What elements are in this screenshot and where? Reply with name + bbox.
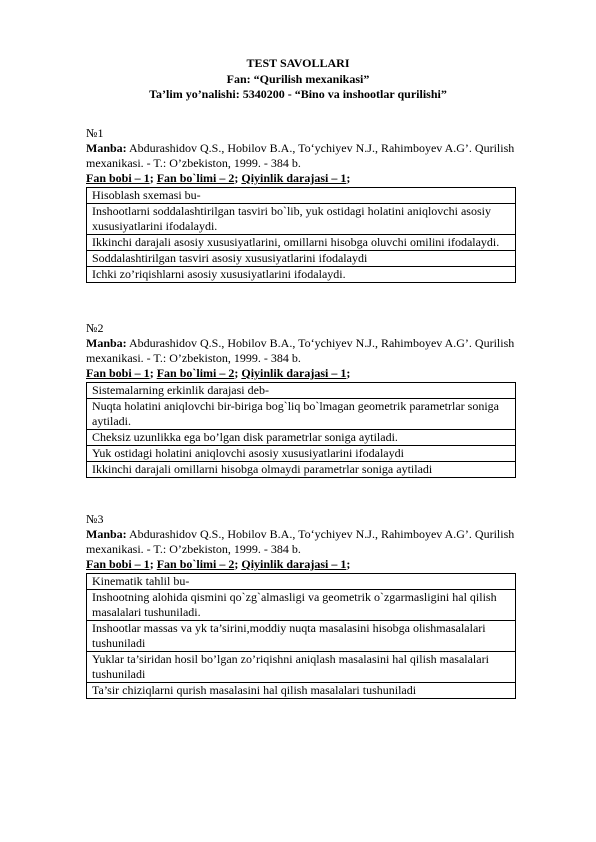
answer-row bbox=[87, 267, 516, 283]
question-meta: Fan bobi – 1; Fan bo`limi – 2; Qiyinlik darajasi – 1; bbox=[86, 171, 351, 185]
document-title: TEST SAVOLLARI bbox=[246, 56, 350, 70]
source-text: Abdurashidov Q.S., Hobilov B.A., Toʻychiyev N.J., Rahimboyev A.G’. Qurilish mexanikasi. - T.: O’zbekiston, 1999. - 384 b. bbox=[86, 336, 515, 365]
answer-row bbox=[87, 430, 516, 446]
answer-row bbox=[87, 235, 516, 251]
answer-text: Ikkinchi darajali omillarni hisobga olmaydi parametrlar soniga aytiladi bbox=[87, 462, 516, 478]
answer-row bbox=[87, 446, 516, 462]
chapter-label: Fan bobi – 1 bbox=[86, 557, 150, 571]
answer-text: Soddalashtirilgan tasviri asosiy xususiyatlarini ifodalaydi bbox=[87, 251, 516, 267]
answer-text: Nuqta holatini aniqlovchi bir-biriga bog`liq bo`lmagan geometrik parametrlar soniga aytiladi. bbox=[87, 399, 516, 430]
source-label: Manba: bbox=[86, 336, 127, 350]
question-number: №2 bbox=[86, 321, 104, 335]
source-text: Abdurashidov Q.S., Hobilov B.A., Toʻychiyev N.J., Rahimboyev A.G’. Qurilish mexanikasi. - T.: O’zbekiston, 1999. - 384 b. bbox=[86, 141, 515, 170]
answer-text: Inshootlar massas va yk ta’sirini,moddiy nuqta masalasini hisobga olishmasalalari tushuniladi bbox=[87, 621, 516, 652]
question-number: №3 bbox=[86, 512, 104, 526]
difficulty-label: Qiyinlik darajasi – 1 bbox=[241, 557, 347, 571]
question-block-2 bbox=[86, 321, 516, 478]
source-text: Abdurashidov Q.S., Hobilov B.A., Toʻychiyev N.J., Rahimboyev A.G’. Qurilish mexanikasi. - T.: O’zbekiston, 1999. - 384 b. bbox=[86, 527, 515, 556]
question-row bbox=[87, 383, 516, 399]
answer-text: Yuklar ta’siridan hosil bo’lgan zo’riqishni aniqlash masalasini hal qilish masalalari tushuniladi bbox=[87, 652, 516, 683]
answer-row bbox=[87, 652, 516, 683]
answer-text: Cheksiz uzunlikka ega bo’lgan disk parametrlar soniga aytiladi. bbox=[87, 430, 516, 446]
source-label: Manba: bbox=[86, 141, 127, 155]
question-text: Kinematik tahlil bu- bbox=[87, 574, 516, 590]
section-label: Fan bo`limi – 2 bbox=[156, 557, 235, 571]
direction-line: Ta’lim yo’nalishi: 5340200 - “Bino va inshootlar qurilishi” bbox=[149, 87, 447, 101]
answer-text: Yuk ostidagi holatini aniqlovchi asosiy xususiyatlarini ifodalaydi bbox=[87, 446, 516, 462]
question-source bbox=[86, 336, 516, 366]
options-table bbox=[86, 187, 516, 283]
answer-text: Ikkinchi darajali asosiy xususiyatlarini, omillarni hisobga oluvchi omilini ifodalaydi. bbox=[87, 235, 516, 251]
answer-row bbox=[87, 462, 516, 478]
question-source bbox=[86, 141, 516, 171]
answer-row bbox=[87, 399, 516, 430]
options-table bbox=[86, 573, 516, 699]
answer-row bbox=[87, 683, 516, 699]
answer-text: Inshootning alohida qismini qo`zg`almasligi va geometrik o`zgarmasligini hal qilish masalalari tushuniladi. bbox=[87, 590, 516, 621]
difficulty-label: Qiyinlik darajasi – 1 bbox=[241, 366, 347, 380]
section-label: Fan bo`limi – 2 bbox=[156, 366, 235, 380]
question-meta: Fan bobi – 1; Fan bo`limi – 2; Qiyinlik darajasi – 1; bbox=[86, 557, 351, 571]
question-text: Sistemalarning erkinlik darajasi deb- bbox=[87, 383, 516, 399]
section-label: Fan bo`limi – 2 bbox=[156, 171, 235, 185]
chapter-label: Fan bobi – 1 bbox=[86, 366, 150, 380]
answer-text: Ichki zo’riqishlarni asosiy xususiyatlarini ifodalaydi. bbox=[87, 267, 516, 283]
answer-row bbox=[87, 251, 516, 267]
question-row bbox=[87, 188, 516, 204]
question-text: Hisoblash sxemasi bu- bbox=[87, 188, 516, 204]
answer-row bbox=[87, 590, 516, 621]
question-block-3 bbox=[86, 512, 516, 699]
document-header bbox=[0, 56, 596, 103]
question-source bbox=[86, 527, 516, 557]
question-block-1 bbox=[86, 126, 516, 283]
answer-text: Ta’sir chiziqlarni qurish masalasini hal qilish masalalari tushuniladi bbox=[87, 683, 516, 699]
question-row bbox=[87, 574, 516, 590]
difficulty-label: Qiyinlik darajasi – 1 bbox=[241, 171, 347, 185]
options-table bbox=[86, 382, 516, 478]
subject-line: Fan: “Qurilish mexanikasi” bbox=[226, 71, 370, 86]
answer-row bbox=[87, 204, 516, 235]
source-label: Manba: bbox=[86, 527, 127, 541]
question-meta: Fan bobi – 1; Fan bo`limi – 2; Qiyinlik darajasi – 1; bbox=[86, 366, 351, 380]
answer-row bbox=[87, 621, 516, 652]
answer-text: Inshootlarni soddalashtirilgan tasviri bo`lib, yuk ostidagi holatini aniqlovchi asosiy xususiyatlarini ifodalaydi. bbox=[87, 204, 516, 235]
question-number: №1 bbox=[86, 126, 104, 140]
chapter-label: Fan bobi – 1 bbox=[86, 171, 150, 185]
